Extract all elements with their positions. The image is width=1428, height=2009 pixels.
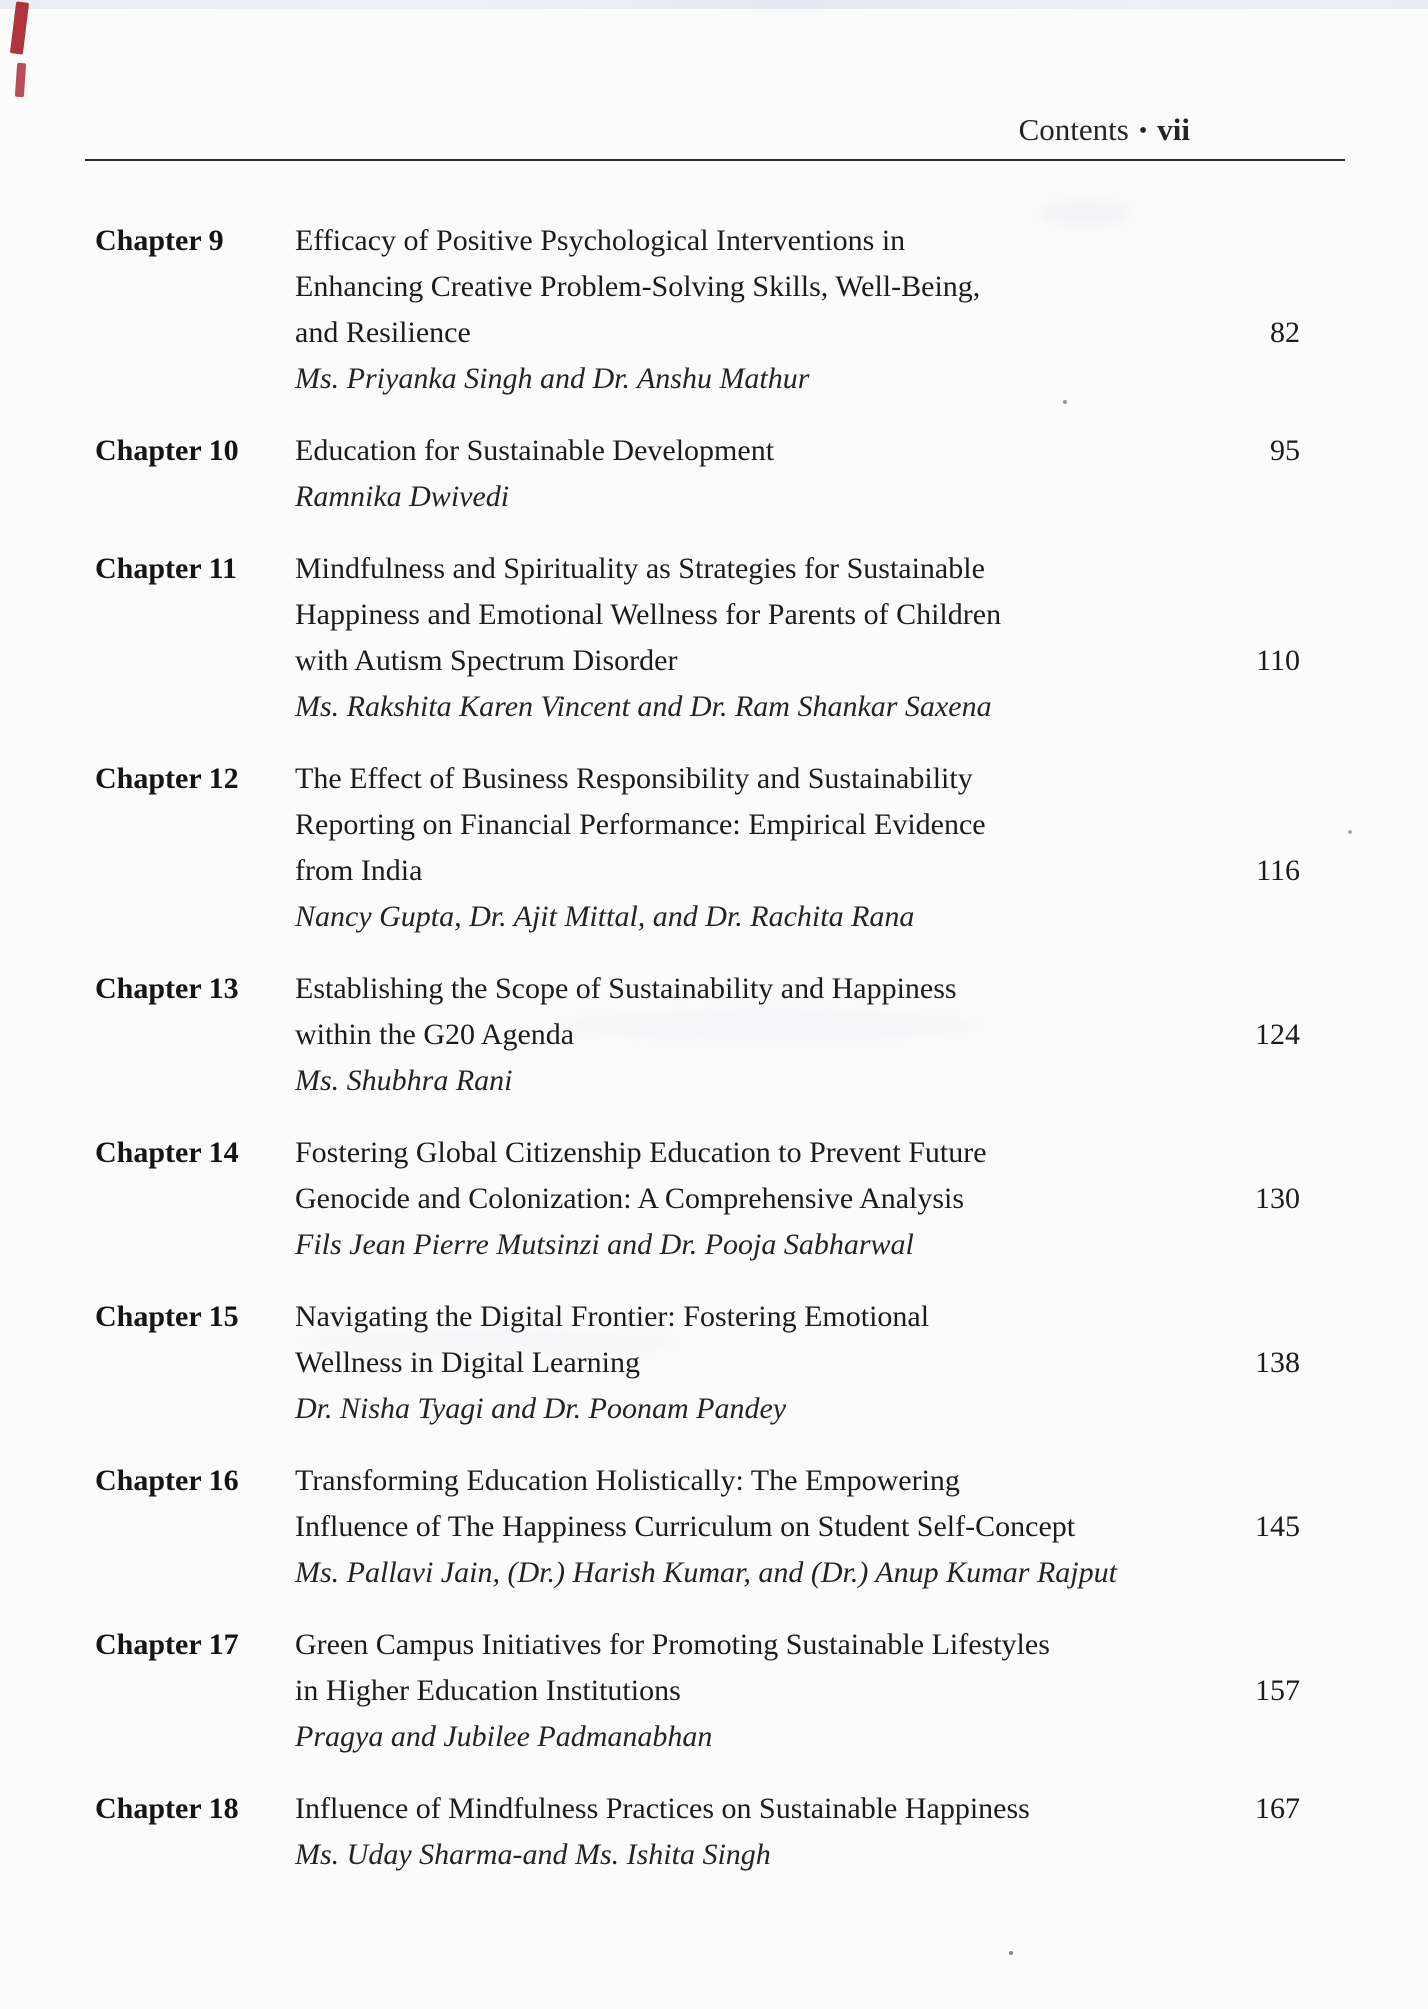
title-line: Wellness in Digital Learning <box>295 1346 640 1379</box>
toc-entry <box>95 1294 1300 1432</box>
header-section-title: Contents <box>1018 112 1129 147</box>
chapter-label: Chapter 13 <box>95 972 239 1005</box>
chapter-label: Chapter 14 <box>95 1136 239 1169</box>
title-line: Happiness and Emotional Wellness for Parents of Children <box>295 598 1002 631</box>
authors-line: Ms. Rakshita Karen Vincent and Dr. Ram Shankar Saxena <box>295 690 992 723</box>
page-number: 124 <box>1255 1018 1300 1051</box>
title-line: in Higher Education Institutions <box>295 1674 681 1707</box>
title-line: Genocide and Colonization: A Comprehensive Analysis <box>295 1182 965 1215</box>
title-line: Reporting on Financial Performance: Empirical Evidence <box>295 808 986 841</box>
toc-entry <box>95 756 1300 940</box>
chapter-label: Chapter 16 <box>95 1464 239 1497</box>
page-number: 138 <box>1255 1346 1300 1379</box>
authors-line: Pragya and Jubilee Padmanabhan <box>295 1720 713 1753</box>
chapter-label: Chapter 17 <box>95 1628 239 1661</box>
toc-entry <box>95 966 1300 1104</box>
authors-line: Ms. Shubhra Rani <box>295 1064 513 1097</box>
title-line: Green Campus Initiatives for Promoting Sustainable Lifestyles <box>295 1628 1050 1661</box>
title-line: Establishing the Scope of Sustainability and Happiness <box>295 972 957 1005</box>
chapter-label: Chapter 9 <box>95 224 224 257</box>
title-line: from India <box>295 854 423 887</box>
title-line: Transforming Education Holistically: The Empowering <box>295 1464 960 1497</box>
page-number: 145 <box>1255 1510 1300 1543</box>
running-header <box>0 0 1428 151</box>
chapter-label: Chapter 10 <box>95 434 239 467</box>
scan-edge-strip <box>0 0 1428 9</box>
chapter-label: Chapter 12 <box>95 762 239 795</box>
chapter-label: Chapter 11 <box>95 552 237 585</box>
header-page-number: vii <box>1157 112 1190 147</box>
authors-line: Ramnika Dwivedi <box>295 480 510 513</box>
toc-entry <box>95 1786 1300 1878</box>
chapter-label: Chapter 15 <box>95 1300 239 1333</box>
page-number: 157 <box>1255 1674 1300 1707</box>
title-line: The Effect of Business Responsibility and Sustainability <box>295 762 973 795</box>
title-line: Influence of The Happiness Curriculum on Student Self-Concept <box>295 1510 1076 1543</box>
title-line: Enhancing Creative Problem-Solving Skills, Well-Being, <box>295 270 981 303</box>
toc-entry <box>95 1458 1300 1596</box>
page-number: 95 <box>1270 434 1300 467</box>
chapter-label: Chapter 18 <box>95 1792 239 1825</box>
toc-entry <box>95 1622 1300 1760</box>
page-number: 130 <box>1255 1182 1300 1215</box>
title-line: with Autism Spectrum Disorder <box>295 644 678 677</box>
toc-entry <box>95 1130 1300 1268</box>
title-line: Efficacy of Positive Psychological Interventions in <box>295 224 906 257</box>
toc-entry <box>95 428 1300 520</box>
authors-line: Fils Jean Pierre Mutsinzi and Dr. Pooja Sabharwal <box>295 1228 914 1261</box>
authors-line: Ms. Uday Sharma-and Ms. Ishita Singh <box>295 1838 771 1871</box>
header-rule <box>85 159 1345 161</box>
title-line: Education for Sustainable Development <box>295 434 775 467</box>
authors-line: Dr. Nisha Tyagi and Dr. Poonam Pandey <box>295 1392 787 1425</box>
scan-speck <box>1348 830 1352 834</box>
page-number: 82 <box>1270 316 1300 349</box>
table-of-contents <box>95 218 1300 1878</box>
page-number: 116 <box>1256 854 1300 887</box>
scan-speck <box>1009 1951 1013 1955</box>
toc-entry <box>95 546 1300 730</box>
toc-entry <box>95 218 1300 402</box>
header-bullet: • <box>1138 118 1148 144</box>
title-line: Fostering Global Citizenship Education to Prevent Future <box>295 1136 987 1169</box>
page-number: 167 <box>1255 1792 1300 1825</box>
authors-line: Ms. Priyanka Singh and Dr. Anshu Mathur <box>295 362 810 395</box>
title-line: within the G20 Agenda <box>295 1018 575 1051</box>
title-line: Navigating the Digital Frontier: Fostering Emotional <box>295 1300 930 1333</box>
authors-line: Ms. Pallavi Jain, (Dr.) Harish Kumar, and (Dr.) Anup Kumar Rajput <box>295 1556 1117 1589</box>
authors-line: Nancy Gupta, Dr. Ajit Mittal, and Dr. Rachita Rana <box>295 900 915 933</box>
title-line: Influence of Mindfulness Practices on Sustainable Happiness <box>295 1792 1030 1825</box>
page-number: 110 <box>1256 644 1300 677</box>
title-line: Mindfulness and Spirituality as Strategies for Sustainable <box>295 552 985 585</box>
title-line: and Resilience <box>295 316 471 349</box>
